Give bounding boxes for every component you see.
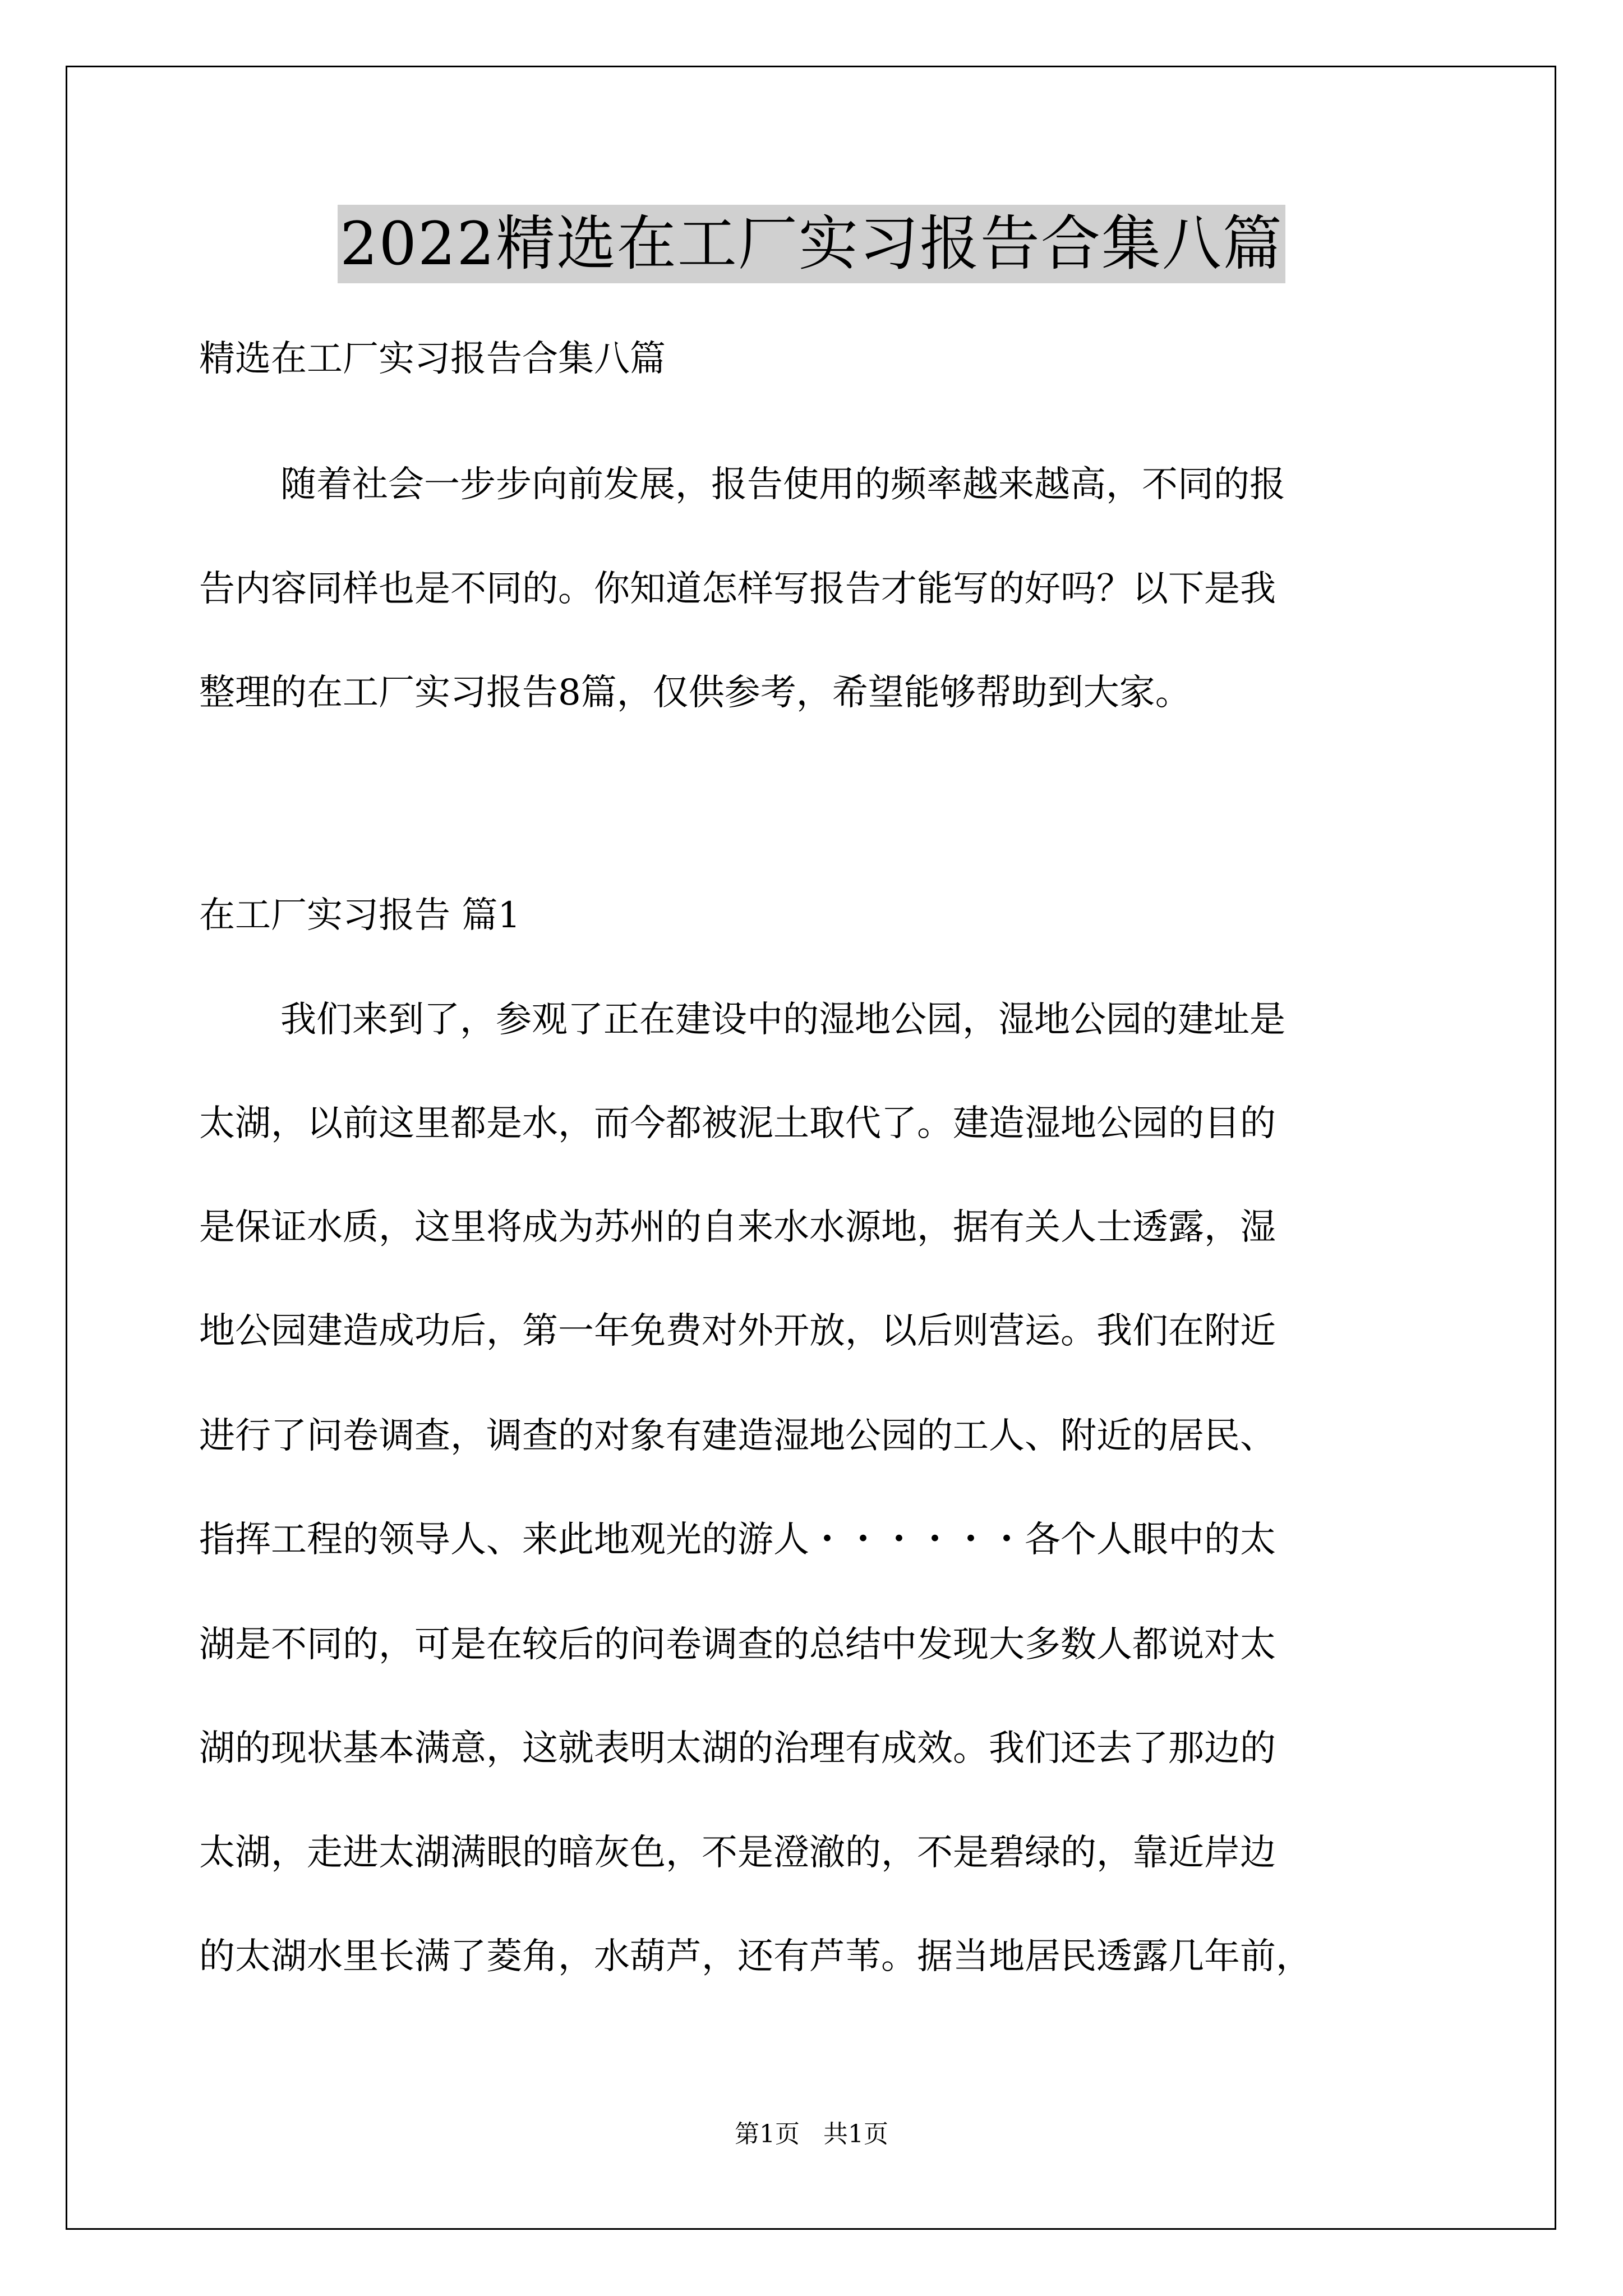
intro-line-3: 整理的在工厂实习报告8篇，仅供参考，希望能够帮助到大家。 [199, 672, 1191, 714]
body-line-8: 湖的现状基本满意，这就表明太湖的治理有成效。我们还去了那边的 [199, 1728, 1276, 1769]
section-heading: 在工厂实习报告 篇1 [199, 895, 521, 936]
page-footer: 第1页 共1页 [735, 2120, 888, 2148]
document-title-text: 2022精选在工厂实习报告合集八篇 [338, 205, 1285, 283]
body-line-3: 是保证水质，这里将成为苏州的自来水水源地，据有关人士透露，湿 [199, 1207, 1276, 1248]
body-line-1: 我们来到了，参观了正在建设中的湿地公园，湿地公园的建址是 [280, 999, 1285, 1041]
body-line-5: 进行了问卷调查，调查的对象有建造湿地公园的工人、附近的居民、 [199, 1415, 1276, 1457]
body-line-7: 湖是不同的，可是在较后的问卷调查的总结中发现大多数人都说对太 [199, 1624, 1276, 1665]
document-subtitle: 精选在工厂实习报告合集八篇 [199, 338, 666, 380]
body-line-4: 地公园建造成功后，第一年免费对外开放，以后则营运。我们在附近 [199, 1310, 1276, 1352]
intro-line-2: 告内容同样也是不同的。你知道怎样写报告才能写的好吗？以下是我 [199, 568, 1276, 610]
page-border [66, 66, 1556, 2230]
document-title [0, 205, 1623, 283]
body-line-9: 太湖，走进太湖满眼的暗灰色，不是澄澈的，不是碧绿的，靠近岸边 [199, 1832, 1276, 1874]
body-line-10: 的太湖水里长满了菱角，水葫芦，还有芦苇。据当地居民透露几年前， [199, 1936, 1312, 1977]
intro-line-1: 随着社会一步步向前发展，报告使用的频率越来越高，不同的报 [280, 464, 1285, 505]
body-line-2: 太湖，以前这里都是水，而今都被泥土取代了。建造湿地公园的目的 [199, 1103, 1276, 1144]
body-line-6: 指挥工程的领导人、来此地观光的游人・・・・・・各个人眼中的太 [199, 1519, 1276, 1561]
